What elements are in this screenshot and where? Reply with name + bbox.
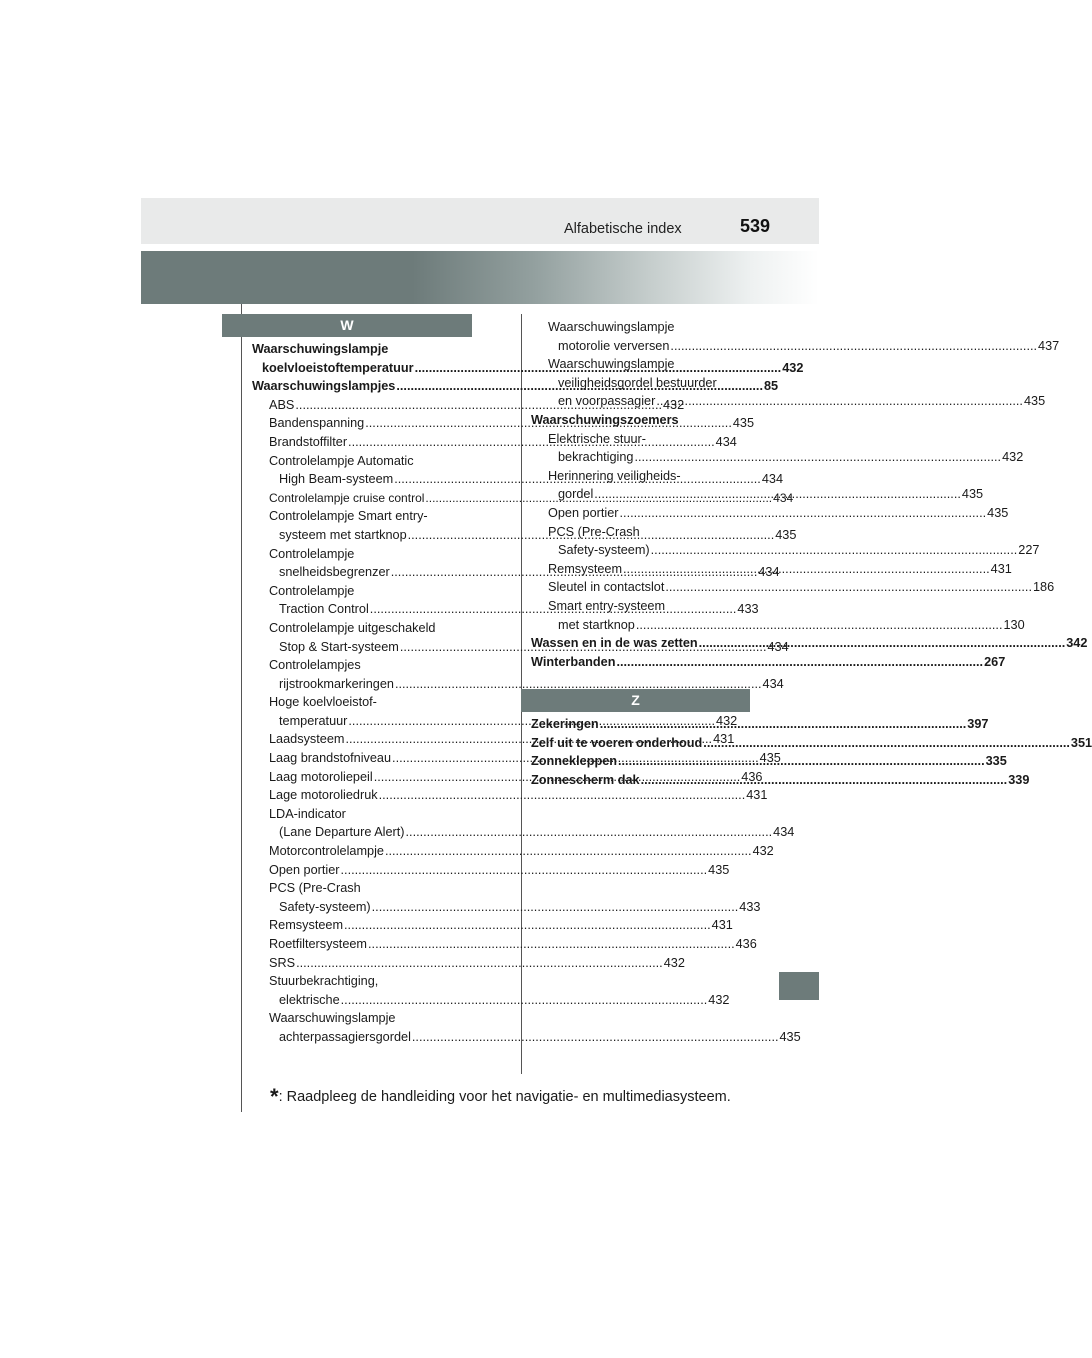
index-entry-term: Waarschuwingslampjes [252,379,396,394]
index-entry-term: Controlelampje cruise control [269,490,425,505]
index-entry-term: Winterbanden [531,654,616,669]
leader-dots [341,861,708,880]
leader-dots [656,392,1023,411]
leader-dots [651,541,1018,560]
index-entry [252,935,757,954]
index-entry-text: PCS (Pre-Crash [548,524,640,539]
index-entry-text: Controlelampje uitgeschakeld [269,620,436,635]
index-entry-text: Stuurbekrachtiging, [269,974,379,989]
leader-dots [665,578,1032,597]
index-entry-term: High Beam-systeem [279,472,394,487]
index-entry [252,991,730,1010]
leader-dots [636,616,1003,635]
index-entry-page: 433 [737,602,759,617]
index-entry-page: 351 [1070,735,1092,750]
leader-dots [623,560,990,579]
index-entry-term: Remsysteem [548,561,623,576]
index-entry-term: Zonnekleppen [531,754,617,769]
index-entry-text: Waarschuwingslampje [548,320,675,334]
leader-dots [296,954,663,973]
index-entry-term: elektrische [279,992,340,1007]
index-entry [531,392,1046,411]
leader-dots [412,1028,779,1047]
index-entry-text: Controlelampjes [269,658,361,673]
index-entry-term: temperatuur [279,713,348,728]
index-entry-page: 433 [739,899,761,914]
index-entry-page: 435 [961,487,984,502]
index-entry-text: Controlelampje Smart entry- [269,509,428,524]
index-entry-term: Zekeringen [531,717,599,731]
index-entry [252,842,774,861]
index-entry-term: Laadsysteem [269,732,345,747]
index-entry-page: 431 [746,788,768,803]
index-entry-page: 432 [1002,450,1024,465]
leader-dots [670,337,1037,356]
index-entry-page: 397 [967,717,989,731]
index-entry [252,786,768,805]
index-entry-page: 435 [759,751,781,766]
index-entry-text: LDA-indicator [269,806,346,821]
index-entry-page: 130 [1003,617,1025,632]
index-entry-term: Open portier [269,862,340,877]
index-entry-text: veiligheidsgordel bestuurder [558,375,717,390]
index-entry-term: Laag motoroliepeil [269,769,373,784]
leader-dots [395,675,762,694]
index-entry-text: Elektrische stuur- [548,431,647,446]
index-entry-term: koelvloeistoftemperatuur [262,360,414,375]
index-entry-page: 435 [779,1029,801,1044]
index-entry-page: 435 [708,862,730,877]
leader-dots [600,715,967,734]
index-entry [531,578,1055,597]
decorative-band [141,251,819,304]
page-number: 539 [740,216,771,236]
leader-dots [368,935,735,954]
section-header-z: Z [521,689,750,712]
index-entry [531,504,1009,523]
leader-dots [616,653,983,672]
footnote-asterisk: * [270,1084,279,1109]
index-entry-page: 431 [713,732,735,747]
index-entry-term: Lage motoroliedruk [269,788,378,803]
leader-dots [594,485,961,504]
index-entry-page: 434 [773,490,794,505]
index-entry-term: en voorpassagier [558,394,656,409]
index-entry-page: 432 [752,844,774,859]
index-entry-text: Waarschuwingslampje [548,357,675,372]
index-entry [531,541,1040,560]
index-entry-page: 431 [711,918,733,933]
page-title: Alfabetische index [564,221,682,237]
index-entry-term: Zelf uit te voeren onderhoud [531,735,703,750]
footnote-text: : Raadpleeg de handleiding voor het navigatie- en multimediasysteem. [278,1089,731,1105]
index-entry [252,1028,801,1047]
index-entry-term: Sleutel in contactslot [548,580,665,595]
leader-dots [641,771,1008,790]
index-entry-page: 342 [1066,636,1088,651]
index-entry-page: 436 [735,937,757,951]
index-entry-page: 186 [1032,580,1055,595]
leader-dots [699,634,1066,653]
index-entry-text: Controlelampje [269,583,355,598]
index-entry-term: snelheidsbegrenzer [279,565,390,580]
index-entry-term: Brandstoffilter [269,434,348,449]
index-entry-page: 432 [782,360,804,375]
index-entry-text: PCS (Pre-Crash [269,881,361,896]
index-entry [531,734,1092,753]
index-entry-page: 434 [761,472,784,487]
index-entry-page: 435 [732,416,755,431]
index-entry [252,954,685,973]
index-entry-page: 435 [987,505,1009,520]
index-entry-term: Safety-systeem) [279,899,371,914]
index-entry-page: 432 [663,955,685,970]
index-entry-page: 434 [715,434,737,449]
left-column-rule [241,304,242,1112]
section-header-w: W [222,314,472,337]
index-entry-page: 431 [990,561,1012,576]
index-entry-term: ABS [269,397,295,412]
index-entry-page: 227 [1018,543,1040,558]
index-entry [252,861,730,880]
index-entry-text: Waarschuwingszoemers [531,412,679,427]
index-entry-term: Bandenspanning [269,416,365,431]
index-entry-page: 267 [984,654,1006,669]
index-entry-term: motorolie verversen [558,338,670,353]
index-entry-page: 434 [767,639,789,654]
footnote [270,1084,731,1110]
index-entry-text: Controlelampje [269,546,355,561]
index-entry-page: 436 [741,769,763,784]
leader-dots [344,916,711,935]
page-header-bar [141,198,819,244]
index-entry-page: 85 [763,379,779,394]
index-entry-page: 434 [762,676,784,691]
index-entry-page: 434 [773,825,795,840]
leader-dots [341,991,708,1010]
index-entry-text: Controlelampje Automatic [269,453,414,468]
index-entry-page: 432 [716,713,738,728]
index-entry-term: (Lane Departure Alert) [279,825,405,840]
index-entry-term: Wassen en in de was zetten [531,636,698,651]
index-entry-page: 339 [1008,772,1030,787]
index-entry [531,715,989,734]
index-entry-page: 434 [758,565,780,580]
index-entry [531,448,1024,467]
index-entry-term: Zonnescherm dak [531,772,640,787]
index-entry-term: Stop & Start-systeem [279,639,399,654]
leader-dots [634,448,1001,467]
index-entry-term: Open portier [548,505,619,520]
index-entry [252,898,761,917]
index-entry-text: Waarschuwingslampje [269,1011,396,1026]
index-entry-term: gordel [558,487,594,502]
index-entry-term: Remsysteem [269,918,344,933]
index-entry [252,916,733,935]
index-entry-text: Waarschuwingslampje [252,342,389,356]
index-entry-page: 335 [985,754,1007,769]
leader-dots [372,898,739,917]
index-entry-term: Safety-systeem) [558,543,650,558]
index-entry-term: achterpassagiersgordel [279,1029,411,1044]
index-entry-term: Motorcontrolelampje [269,844,384,859]
index-entry-page: 437 [1038,338,1060,353]
index-entry [252,675,784,694]
leader-dots [618,752,985,771]
index-entry-text: Smart entry-systeem [548,598,666,613]
leader-dots [385,842,752,861]
index-entry-page: 432 [708,992,730,1007]
index-entry [531,337,1060,356]
index-entry-page: 432 [663,397,685,412]
index-entry-term: SRS [269,955,296,970]
chapter-tab [779,972,819,1000]
leader-dots [703,734,1070,753]
index-entry-term: bekrachtiging [558,450,634,465]
index-entry-term: Traction Control [279,602,369,617]
leader-dots [620,504,987,523]
index-entry-term: Roetfiltersysteem [269,937,368,951]
index-entry-term: systeem met startknop [279,527,407,542]
index-entry-term: Laag brandstofniveau [269,751,392,766]
index-entry-page: 435 [775,527,797,542]
leader-dots [406,823,773,842]
index-entry [252,823,795,842]
index-entry [531,616,1025,635]
index-entry [531,653,1006,672]
index-entry-text: Hoge koelvloeistof- [269,695,377,710]
index-entry-text: Herinnering veiligheids- [548,468,681,483]
index-entry-page: 435 [1023,394,1046,409]
index-entry-term: rijstrookmarkeringen [279,676,394,691]
index-entry-term: met startknop [558,617,635,632]
